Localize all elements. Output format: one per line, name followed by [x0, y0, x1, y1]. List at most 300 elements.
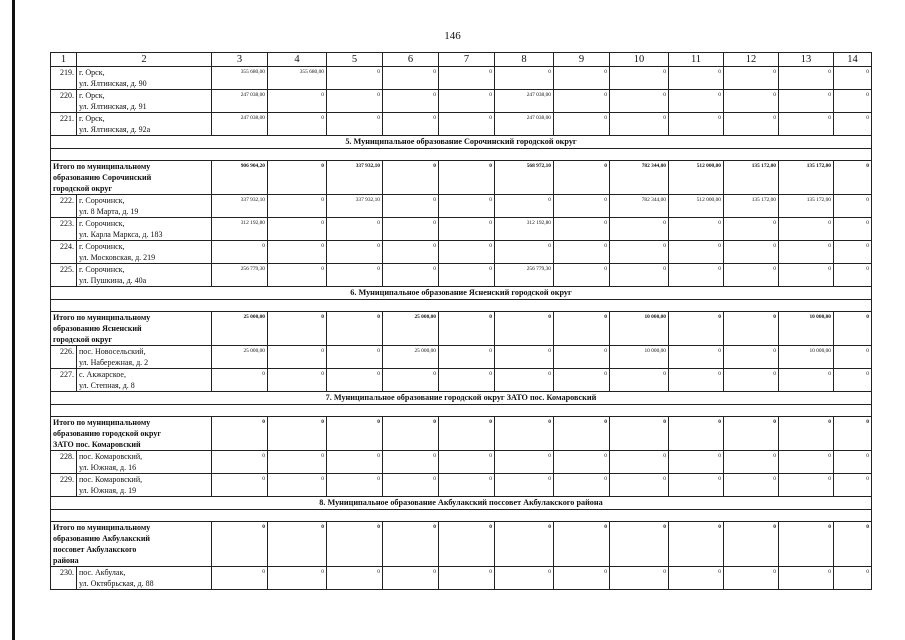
header-cell-13: 13 [779, 53, 834, 67]
value-cell-col-5: 0 [327, 113, 383, 136]
value-cell-col-14: 0 [834, 264, 872, 287]
table-row [51, 264, 872, 287]
value-cell-col-3: 0 [212, 567, 268, 590]
value-cell-col-5: 337 932,10 [327, 195, 383, 218]
value-cell-col-10: 0 [610, 522, 669, 567]
value-cell-col-10: 0 [610, 451, 669, 474]
value-cell-col-7: 0 [439, 264, 495, 287]
value-cell-col-10: 0 [610, 67, 669, 90]
value-cell-col-3: 312 192,80 [212, 218, 268, 241]
total-label [51, 312, 212, 346]
value-cell-col-3: 0 [212, 474, 268, 497]
value-cell-col-8: 0 [495, 474, 554, 497]
header-cell-2: 2 [77, 53, 212, 67]
value-cell-col-3: 247 038,00 [212, 90, 268, 113]
value-cell-col-9: 0 [554, 161, 610, 195]
value-cell-col-10: 0 [610, 90, 669, 113]
row-number: 227. [51, 369, 77, 392]
value-cell-col-9: 0 [554, 474, 610, 497]
address-cell [77, 264, 212, 287]
value-cell-col-12: 0 [724, 369, 779, 392]
value-cell-col-7: 0 [439, 417, 495, 451]
row-number: 220. [51, 90, 77, 113]
value-cell-col-9: 0 [554, 346, 610, 369]
table-row [51, 90, 872, 113]
value-cell-col-7: 0 [439, 451, 495, 474]
value-cell-col-7: 0 [439, 241, 495, 264]
table-row [51, 113, 872, 136]
total-row [51, 522, 872, 567]
value-cell-col-3: 256 779,30 [212, 264, 268, 287]
value-cell-col-13: 0 [779, 369, 834, 392]
value-cell-col-13: 0 [779, 241, 834, 264]
address-line: г. Сорочинск, [79, 265, 125, 274]
value-cell-col-6: 25 000,00 [383, 312, 439, 346]
address-line: пос. Акбулак, [79, 568, 126, 577]
value-cell-col-3: 0 [212, 522, 268, 567]
value-cell-col-8: 0 [495, 522, 554, 567]
value-cell-col-12: 0 [724, 417, 779, 451]
value-cell-col-6: 0 [383, 451, 439, 474]
value-cell-col-8: 568 972,10 [495, 161, 554, 195]
value-cell-col-3: 0 [212, 369, 268, 392]
value-cell-col-3: 247 038,00 [212, 113, 268, 136]
value-cell-col-10: 0 [610, 369, 669, 392]
row-number: 230. [51, 567, 77, 590]
row-number: 222. [51, 195, 77, 218]
total-label-line: Итого по муниципальному [53, 418, 151, 427]
address-line: ул. Карла Маркса, д. 183 [79, 230, 163, 239]
value-cell-col-11: 512 000,00 [669, 195, 724, 218]
value-cell-col-9: 0 [554, 264, 610, 287]
header-cell-4: 4 [268, 53, 327, 67]
spacer-cell [51, 149, 872, 161]
value-cell-col-12: 0 [724, 90, 779, 113]
total-label-line: Итого по муниципальному [53, 523, 151, 532]
value-cell-col-13: 0 [779, 67, 834, 90]
row-number: 223. [51, 218, 77, 241]
spacer-row [51, 510, 872, 522]
value-cell-col-14: 0 [834, 474, 872, 497]
value-cell-col-3: 25 000,00 [212, 346, 268, 369]
value-cell-col-6: 0 [383, 113, 439, 136]
value-cell-col-10: 10 000,00 [610, 346, 669, 369]
value-cell-col-3: 0 [212, 451, 268, 474]
value-cell-col-5: 0 [327, 264, 383, 287]
value-cell-col-8: 247 038,00 [495, 90, 554, 113]
address-cell [77, 451, 212, 474]
value-cell-col-14: 0 [834, 522, 872, 567]
value-cell-col-11: 0 [669, 218, 724, 241]
value-cell-col-4: 0 [268, 346, 327, 369]
address-line: ул. Южная, д. 16 [79, 463, 137, 472]
address-line: ул. 8 Марта, д. 19 [79, 207, 139, 216]
table-row [51, 346, 872, 369]
value-cell-col-7: 0 [439, 369, 495, 392]
spacer-cell [51, 300, 872, 312]
value-cell-col-9: 0 [554, 241, 610, 264]
value-cell-col-4: 0 [268, 241, 327, 264]
total-row [51, 312, 872, 346]
address-cell [77, 474, 212, 497]
value-cell-col-6: 0 [383, 218, 439, 241]
value-cell-col-6: 0 [383, 90, 439, 113]
header-cell-14: 14 [834, 53, 872, 67]
value-cell-col-8: 0 [495, 346, 554, 369]
value-cell-col-11: 0 [669, 417, 724, 451]
value-cell-col-5: 0 [327, 451, 383, 474]
value-cell-col-3: 0 [212, 417, 268, 451]
value-cell-col-4: 0 [268, 161, 327, 195]
value-cell-col-4: 0 [268, 90, 327, 113]
value-cell-col-10: 10 000,00 [610, 312, 669, 346]
table-row [51, 67, 872, 90]
spacer-row [51, 300, 872, 312]
table-row [51, 451, 872, 474]
spacer-cell [51, 510, 872, 522]
value-cell-col-14: 0 [834, 195, 872, 218]
page-number: 146 [444, 30, 461, 42]
value-cell-col-6: 0 [383, 417, 439, 451]
header-cell-8: 8 [495, 53, 554, 67]
value-cell-col-6: 0 [383, 369, 439, 392]
total-label [51, 161, 212, 195]
value-cell-col-7: 0 [439, 67, 495, 90]
address-line: ул. Октябрьская, д. 88 [79, 579, 154, 588]
address-cell [77, 195, 212, 218]
row-number: 226. [51, 346, 77, 369]
spacer-row [51, 405, 872, 417]
table-row [51, 195, 872, 218]
value-cell-col-4: 0 [268, 218, 327, 241]
value-cell-col-4: 0 [268, 195, 327, 218]
address-line: ул. Ялтинская, д. 90 [79, 79, 147, 88]
row-number: 229. [51, 474, 77, 497]
address-cell [77, 67, 212, 90]
value-cell-col-4: 0 [268, 474, 327, 497]
value-cell-col-10: 782 344,00 [610, 161, 669, 195]
value-cell-col-13: 10 000,00 [779, 346, 834, 369]
value-cell-col-11: 0 [669, 312, 724, 346]
value-cell-col-5: 0 [327, 417, 383, 451]
value-cell-col-14: 0 [834, 161, 872, 195]
value-cell-col-4: 0 [268, 264, 327, 287]
total-row [51, 417, 872, 451]
row-number: 224. [51, 241, 77, 264]
value-cell-col-12: 0 [724, 522, 779, 567]
address-line: пос. Новосельский, [79, 347, 146, 356]
address-cell [77, 241, 212, 264]
address-cell [77, 346, 212, 369]
value-cell-col-13: 135 172,00 [779, 195, 834, 218]
value-cell-col-11: 0 [669, 264, 724, 287]
value-cell-col-5: 337 932,10 [327, 161, 383, 195]
value-cell-col-8: 0 [495, 67, 554, 90]
value-cell-col-6: 0 [383, 67, 439, 90]
value-cell-col-12: 0 [724, 567, 779, 590]
row-number: 228. [51, 451, 77, 474]
value-cell-col-13: 0 [779, 90, 834, 113]
value-cell-col-7: 0 [439, 474, 495, 497]
value-cell-col-3: 0 [212, 241, 268, 264]
header-cell-6: 6 [383, 53, 439, 67]
value-cell-col-14: 0 [834, 90, 872, 113]
address-line: ул. Степная, д. 8 [79, 381, 135, 390]
total-label-line: городской округ [53, 184, 112, 193]
section-heading-row [51, 136, 872, 149]
value-cell-col-10: 0 [610, 474, 669, 497]
value-cell-col-6: 0 [383, 474, 439, 497]
value-cell-col-9: 0 [554, 417, 610, 451]
table-body [51, 53, 872, 590]
header-cell-3: 3 [212, 53, 268, 67]
value-cell-col-13: 0 [779, 451, 834, 474]
value-cell-col-8: 247 038,00 [495, 113, 554, 136]
address-line: г. Сорочинск, [79, 219, 125, 228]
value-cell-col-8: 0 [495, 451, 554, 474]
section-title: 6. Муниципальное образование Ясненский городской округ [51, 287, 872, 300]
value-cell-col-7: 0 [439, 113, 495, 136]
table-row [51, 241, 872, 264]
value-cell-col-5: 0 [327, 241, 383, 264]
value-cell-col-9: 0 [554, 90, 610, 113]
value-cell-col-4: 0 [268, 522, 327, 567]
value-cell-col-7: 0 [439, 312, 495, 346]
value-cell-col-11: 0 [669, 241, 724, 264]
value-cell-col-5: 0 [327, 218, 383, 241]
address-cell [77, 218, 212, 241]
total-label-line: поссовет Акбулакского [53, 545, 137, 554]
value-cell-col-12: 0 [724, 264, 779, 287]
total-label-line: образованию Сорочинский [53, 173, 152, 182]
value-cell-col-3: 25 000,00 [212, 312, 268, 346]
value-cell-col-14: 0 [834, 113, 872, 136]
value-cell-col-8: 0 [495, 567, 554, 590]
value-cell-col-10: 0 [610, 113, 669, 136]
value-cell-col-8: 0 [495, 312, 554, 346]
address-line: ул. Ялтинская, д. 92а [79, 125, 151, 134]
spacer-row [51, 149, 872, 161]
value-cell-col-5: 0 [327, 474, 383, 497]
value-cell-col-5: 0 [327, 312, 383, 346]
value-cell-col-11: 0 [669, 567, 724, 590]
address-line: г. Орск, [79, 114, 105, 123]
value-cell-col-14: 0 [834, 218, 872, 241]
address-cell [77, 369, 212, 392]
value-cell-col-9: 0 [554, 113, 610, 136]
total-label [51, 522, 212, 567]
value-cell-col-6: 0 [383, 522, 439, 567]
value-cell-col-5: 0 [327, 567, 383, 590]
value-cell-col-11: 0 [669, 451, 724, 474]
total-label [51, 417, 212, 451]
address-cell [77, 113, 212, 136]
value-cell-col-12: 0 [724, 218, 779, 241]
value-cell-col-7: 0 [439, 195, 495, 218]
value-cell-col-9: 0 [554, 312, 610, 346]
page-binding-line [12, 0, 15, 640]
value-cell-col-7: 0 [439, 161, 495, 195]
value-cell-col-6: 0 [383, 241, 439, 264]
value-cell-col-10: 0 [610, 417, 669, 451]
budget-table [50, 52, 872, 590]
value-cell-col-11: 0 [669, 474, 724, 497]
value-cell-col-9: 0 [554, 451, 610, 474]
header-cell-9: 9 [554, 53, 610, 67]
row-number: 225. [51, 264, 77, 287]
value-cell-col-10: 0 [610, 567, 669, 590]
value-cell-col-11: 512 000,00 [669, 161, 724, 195]
value-cell-col-10: 782 344,00 [610, 195, 669, 218]
section-heading-row [51, 392, 872, 405]
spacer-cell [51, 405, 872, 417]
value-cell-col-4: 0 [268, 312, 327, 346]
total-label-line: образованию Ясненский [53, 324, 142, 333]
table-row [51, 218, 872, 241]
value-cell-col-5: 0 [327, 346, 383, 369]
value-cell-col-4: 0 [268, 113, 327, 136]
value-cell-col-11: 0 [669, 113, 724, 136]
value-cell-col-6: 25 000,00 [383, 346, 439, 369]
value-cell-col-9: 0 [554, 522, 610, 567]
value-cell-col-14: 0 [834, 369, 872, 392]
value-cell-col-12: 0 [724, 241, 779, 264]
value-cell-col-14: 0 [834, 451, 872, 474]
value-cell-col-4: 355 680,00 [268, 67, 327, 90]
header-cell-1: 1 [51, 53, 77, 67]
value-cell-col-12: 135 172,00 [724, 161, 779, 195]
address-line: г. Сорочинск, [79, 196, 125, 205]
value-cell-col-4: 0 [268, 451, 327, 474]
table-row [51, 369, 872, 392]
section-heading-row [51, 497, 872, 510]
value-cell-col-13: 0 [779, 474, 834, 497]
value-cell-col-13: 0 [779, 567, 834, 590]
value-cell-col-11: 0 [669, 90, 724, 113]
value-cell-col-13: 0 [779, 417, 834, 451]
total-label-line: образованию городской округ [53, 429, 162, 438]
value-cell-col-9: 0 [554, 195, 610, 218]
value-cell-col-8: 0 [495, 417, 554, 451]
value-cell-col-14: 0 [834, 67, 872, 90]
value-cell-col-14: 0 [834, 417, 872, 451]
table-row [51, 567, 872, 590]
value-cell-col-6: 0 [383, 161, 439, 195]
value-cell-col-3: 906 904,20 [212, 161, 268, 195]
header-cell-7: 7 [439, 53, 495, 67]
row-number: 219. [51, 67, 77, 90]
value-cell-col-3: 355 680,00 [212, 67, 268, 90]
value-cell-col-4: 0 [268, 417, 327, 451]
value-cell-col-4: 0 [268, 567, 327, 590]
value-cell-col-9: 0 [554, 218, 610, 241]
address-cell [77, 90, 212, 113]
value-cell-col-8: 0 [495, 241, 554, 264]
value-cell-col-7: 0 [439, 218, 495, 241]
value-cell-col-6: 0 [383, 195, 439, 218]
address-line: ул. Московская, д. 219 [79, 253, 156, 262]
value-cell-col-12: 0 [724, 474, 779, 497]
value-cell-col-13: 10 000,00 [779, 312, 834, 346]
value-cell-col-14: 0 [834, 567, 872, 590]
value-cell-col-10: 0 [610, 241, 669, 264]
value-cell-col-4: 0 [268, 369, 327, 392]
value-cell-col-11: 0 [669, 522, 724, 567]
value-cell-col-8: 312 192,80 [495, 218, 554, 241]
address-line: г. Сорочинск, [79, 242, 125, 251]
section-title: 5. Муниципальное образование Сорочинский городской округ [51, 136, 872, 149]
value-cell-col-7: 0 [439, 90, 495, 113]
header-cell-12: 12 [724, 53, 779, 67]
value-cell-col-11: 0 [669, 346, 724, 369]
header-cell-10: 10 [610, 53, 669, 67]
address-line: ул. Ялтинская, д. 91 [79, 102, 147, 111]
value-cell-col-5: 0 [327, 67, 383, 90]
value-cell-col-13: 0 [779, 522, 834, 567]
table-header-row [51, 53, 872, 67]
value-cell-col-12: 0 [724, 451, 779, 474]
value-cell-col-13: 0 [779, 218, 834, 241]
address-line: ул. Южная, д. 19 [79, 486, 137, 495]
value-cell-col-14: 0 [834, 241, 872, 264]
value-cell-col-9: 0 [554, 567, 610, 590]
value-cell-col-13: 135 172,00 [779, 161, 834, 195]
value-cell-col-12: 0 [724, 346, 779, 369]
value-cell-col-13: 0 [779, 113, 834, 136]
total-label-line: ЗАТО пос. Комаровский [53, 440, 141, 449]
value-cell-col-10: 0 [610, 218, 669, 241]
address-line: с. Акжарское, [79, 370, 126, 379]
value-cell-col-14: 0 [834, 346, 872, 369]
section-title: 7. Муниципальное образование городской округ ЗАТО пос. Комаровский [51, 392, 872, 405]
value-cell-col-7: 0 [439, 567, 495, 590]
value-cell-col-9: 0 [554, 67, 610, 90]
total-label-line: Итого по муниципальному [53, 162, 151, 171]
address-line: г. Орск, [79, 91, 105, 100]
address-line: пос. Комаровский, [79, 475, 143, 484]
value-cell-col-12: 0 [724, 312, 779, 346]
value-cell-col-8: 256 779,30 [495, 264, 554, 287]
value-cell-col-12: 0 [724, 67, 779, 90]
row-number: 221. [51, 113, 77, 136]
address-line: г. Орск, [79, 68, 105, 77]
value-cell-col-8: 0 [495, 195, 554, 218]
value-cell-col-14: 0 [834, 312, 872, 346]
value-cell-col-11: 0 [669, 369, 724, 392]
value-cell-col-7: 0 [439, 522, 495, 567]
value-cell-col-5: 0 [327, 522, 383, 567]
value-cell-col-8: 0 [495, 369, 554, 392]
value-cell-col-5: 0 [327, 90, 383, 113]
value-cell-col-11: 0 [669, 67, 724, 90]
total-label-line: образованию Акбулакский [53, 534, 151, 543]
address-cell [77, 567, 212, 590]
total-label-line: района [53, 556, 79, 565]
value-cell-col-6: 0 [383, 264, 439, 287]
address-line: ул. Пушкина, д. 40а [79, 276, 147, 285]
section-heading-row [51, 287, 872, 300]
value-cell-col-3: 337 932,10 [212, 195, 268, 218]
value-cell-col-13: 0 [779, 264, 834, 287]
total-label-line: Итого по муниципальному [53, 313, 151, 322]
value-cell-col-5: 0 [327, 369, 383, 392]
value-cell-col-12: 135 172,00 [724, 195, 779, 218]
value-cell-col-10: 0 [610, 264, 669, 287]
address-line: ул. Набережная, д. 2 [79, 358, 149, 367]
value-cell-col-6: 0 [383, 567, 439, 590]
address-line: пос. Комаровский, [79, 452, 143, 461]
total-label-line: городской округ [53, 335, 112, 344]
